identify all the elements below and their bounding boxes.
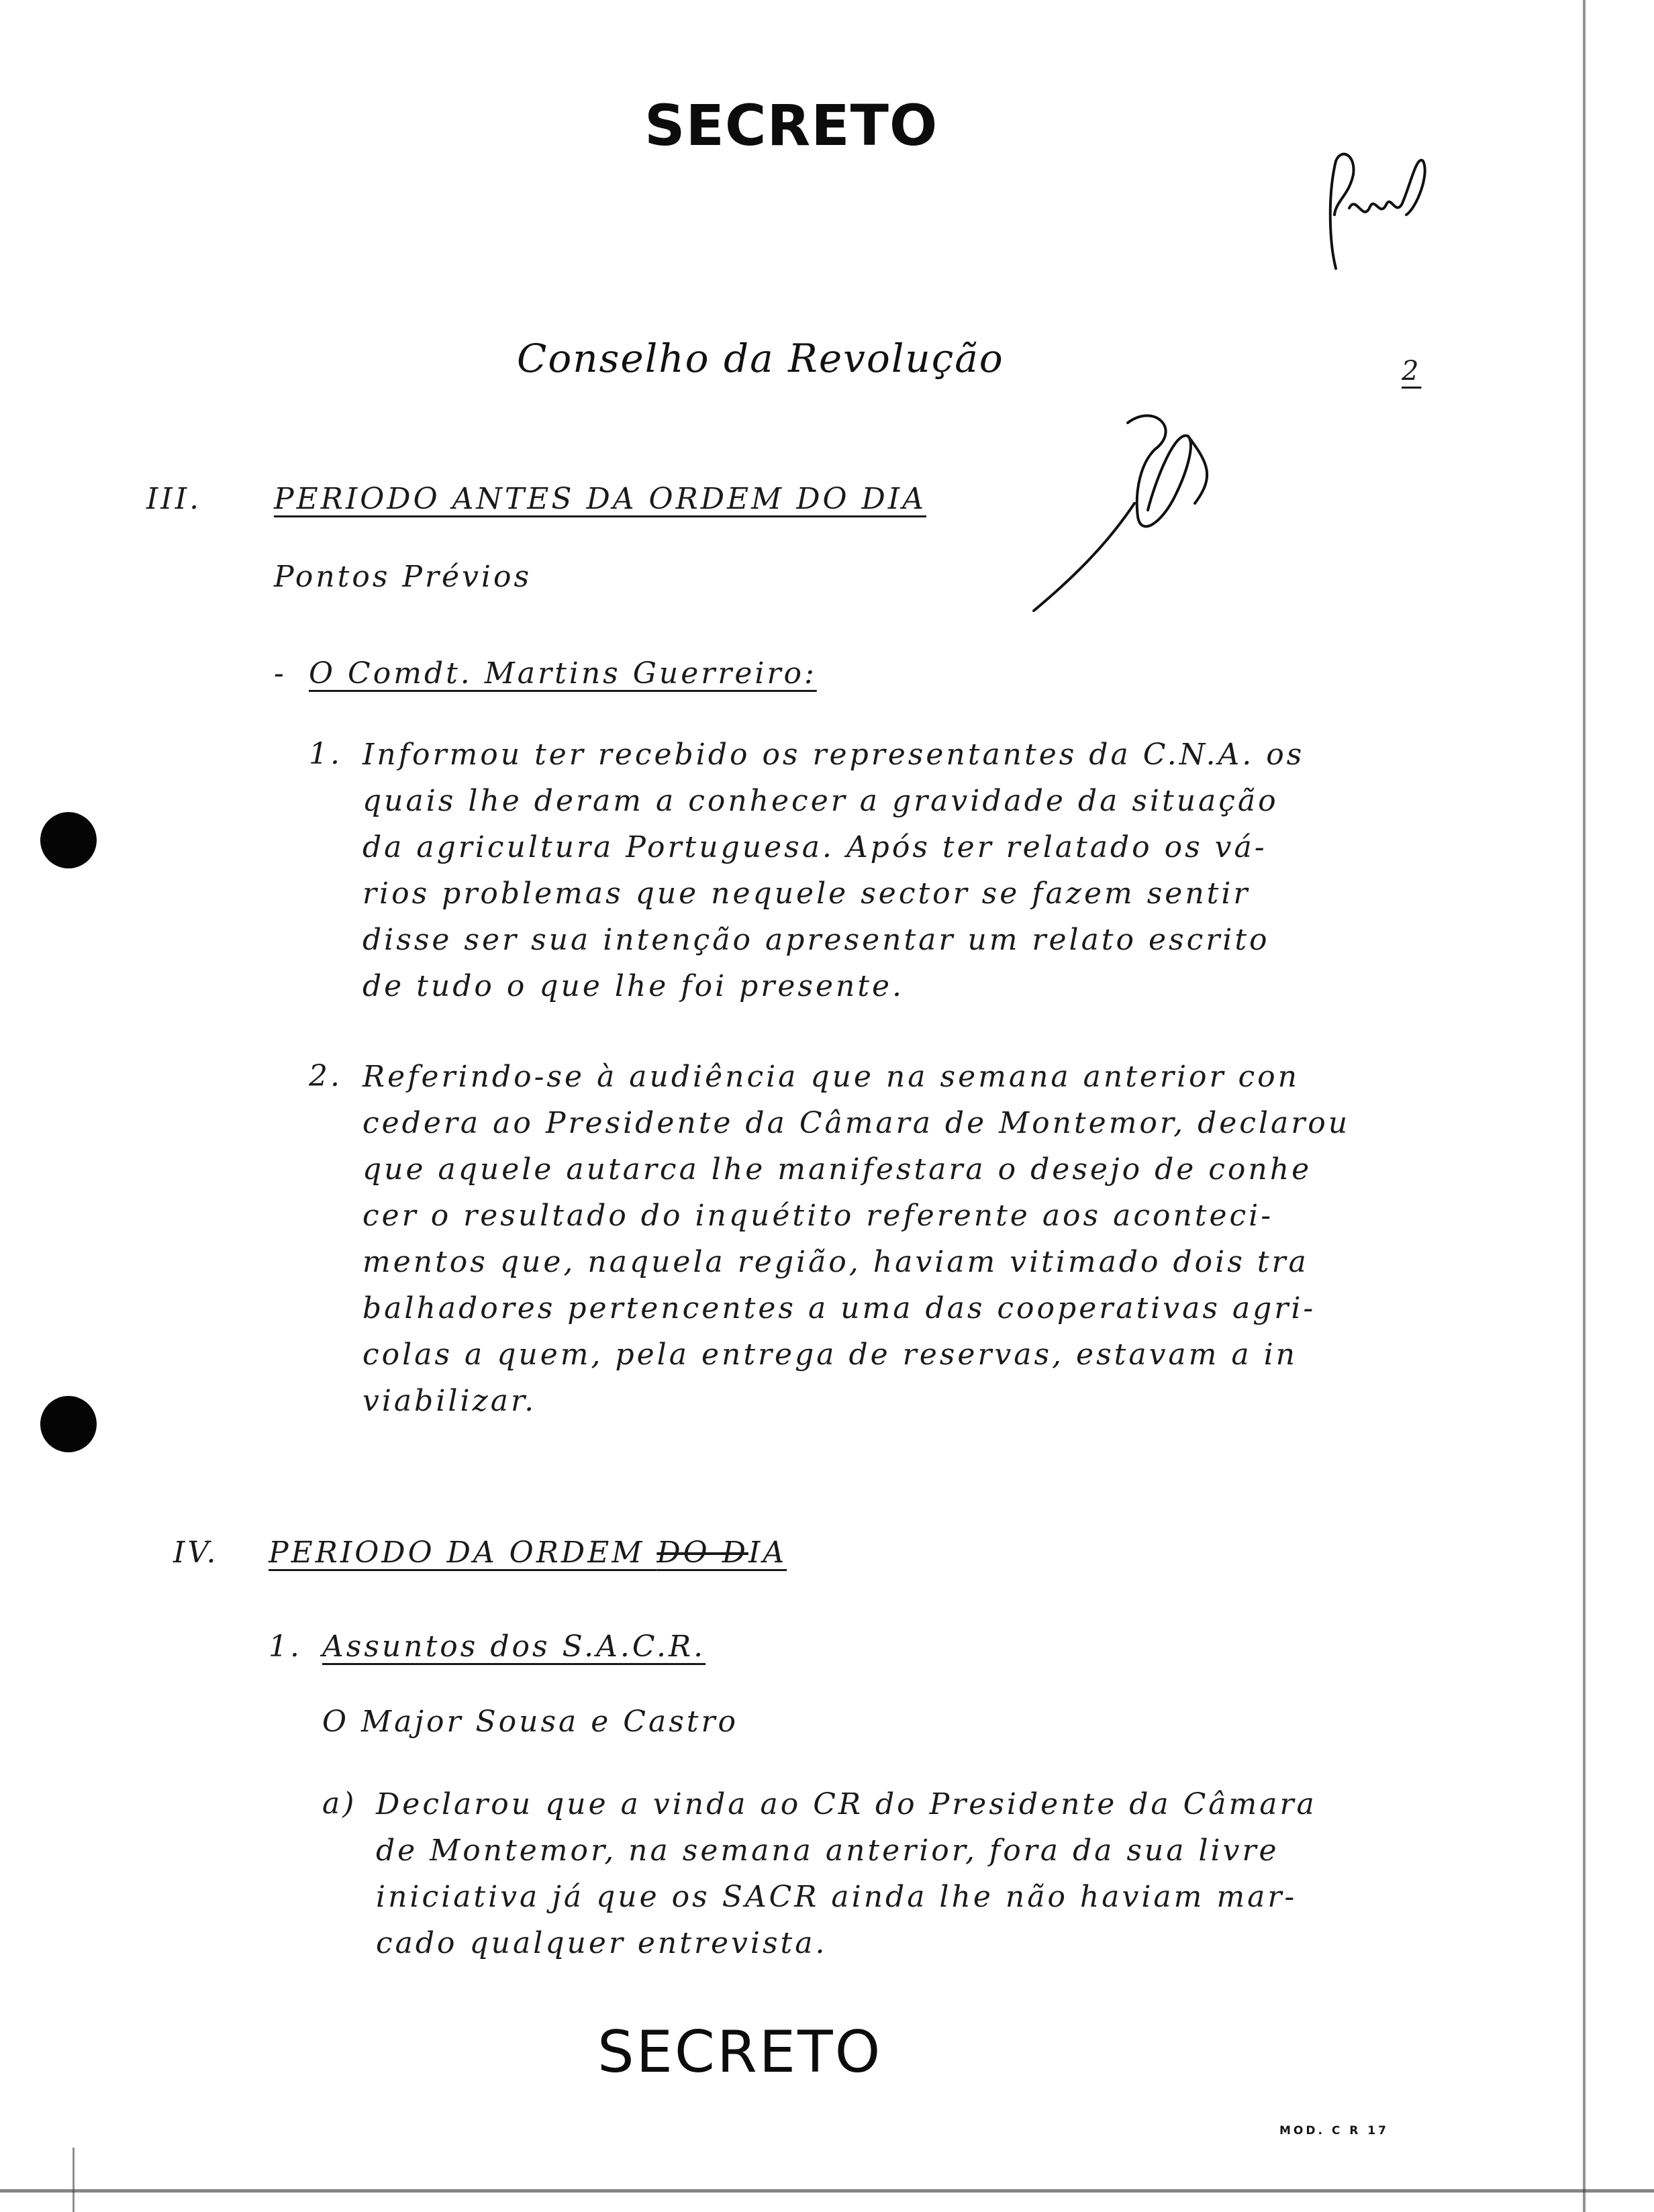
item-2-line: cedera ao Presidente da Câmara de Montemor, declarou (362, 1106, 1351, 1140)
sub-item-a-line: de Montemor, na semana anterior, fora da sua livre (376, 1833, 1279, 1868)
page-number: 2 (1402, 356, 1422, 387)
sub-item-a-marker: a) (322, 1787, 357, 1821)
sub-item-a-line: cado qualquer entrevista. (376, 1926, 828, 1960)
item-1-line: rios problemas que nequele sector se fazem sentir (362, 876, 1251, 911)
initials-signature (1316, 141, 1437, 275)
sub-item-a-line: iniciativa já que os SACR ainda lhe não haviam mar- (376, 1880, 1298, 1914)
margin-signature (1020, 403, 1262, 624)
section-iv-title (269, 1536, 787, 1570)
item-2-line: mentos que, naquela região, haviam vitimado dois tra (362, 1245, 1309, 1279)
sub-item-a-line: Declarou que a vinda ao CR do Presidente da Câmara (376, 1787, 1317, 1821)
left-edge-mark (72, 2148, 75, 2212)
classification-stamp-bottom: SECRETO (597, 2019, 883, 2086)
punch-hole-bottom (40, 1396, 97, 1452)
item-2-line: cer o resultado do inquétito referente aos aconteci- (362, 1199, 1274, 1233)
bottom-edge-mark (0, 2189, 1654, 2193)
section-iv-number: IV. (173, 1536, 219, 1570)
item-2-marker: 2. (309, 1059, 342, 1093)
item-2-line: colas a quem, pela entrega de reservas, estavam a in (362, 1338, 1298, 1372)
speaker-martins-guerreiro: O Comdt. Martins Guerreiro: (309, 656, 817, 691)
item-1-line: da agricultura Portuguesa. Após ter relatado os vá- (362, 830, 1267, 864)
section-iv-item-1-title: Assuntos dos S.A.C.R. (322, 1629, 706, 1664)
section-iii-number: III. (146, 482, 202, 516)
sub-item-a-paragraph (376, 1781, 1317, 1966)
section-iv-item-1-marker: 1. (269, 1629, 302, 1664)
section-iv-title-struck: DO D (656, 1536, 748, 1570)
item-1-paragraph (362, 732, 1304, 1009)
item-1-line: quais lhe deram a conhecer a gravidade da situação (362, 784, 1279, 818)
item-2-line: Referindo-se à audiência que na semana anterior con (362, 1060, 1300, 1094)
section-iii-subtitle: Pontos Prévios (274, 560, 532, 594)
item-2-line: que aquele autarca lhe manifestara o desejo de conhe (362, 1152, 1312, 1187)
speaker-dash: - (274, 656, 287, 691)
section-iv-title-start: PERIODO DA ORDEM (269, 1536, 657, 1570)
letterhead: Conselho da Revolução (517, 336, 1004, 381)
section-iii-title: PERIODO ANTES DA ORDEM DO DIA (274, 482, 926, 516)
section-iv-title-end: IA (748, 1536, 787, 1570)
item-2-line: viabilizar. (362, 1384, 537, 1418)
punch-hole-top (40, 812, 97, 868)
speaker-sousa-e-castro: O Major Sousa e Castro (322, 1705, 738, 1739)
form-code: MOD. C R 17 (1279, 2124, 1389, 2138)
item-2-paragraph (362, 1054, 1350, 1424)
item-2-line: balhadores pertencentes a uma das cooperativas agri- (362, 1291, 1316, 1325)
item-1-marker: 1. (309, 737, 342, 771)
right-edge-mark (1583, 0, 1586, 2212)
item-1-line: de tudo o que lhe foi presente. (362, 969, 905, 1003)
item-1-line: disse ser sua intenção apresentar um relato escrito (362, 923, 1270, 957)
item-1-line: Informou ter recebido os representantes da C.N.A. os (362, 738, 1305, 772)
classification-stamp-top: SECRETO (644, 93, 938, 158)
